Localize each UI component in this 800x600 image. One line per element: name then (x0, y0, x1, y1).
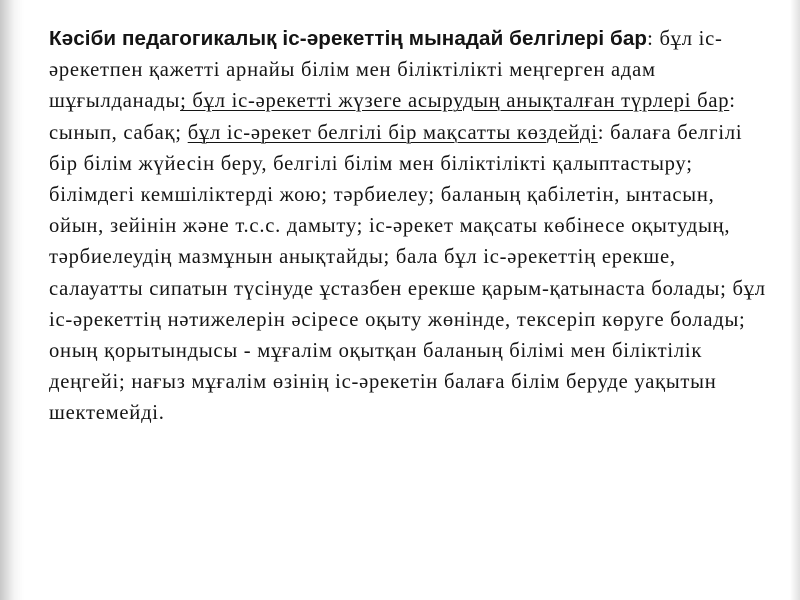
slide-body-text (49, 23, 769, 430)
text-segment-1: : бұл іс-әрекетпен қажетті арнайы білім мен біліктілікті меңгерген адам шұғылданады (49, 28, 723, 113)
left-edge-shadow (0, 0, 24, 600)
slide-title: Кәсіби педагогикалық іс-әрекеттің мынадай белгілері бар (49, 27, 648, 50)
right-edge-shadow (790, 0, 800, 600)
underlined-segment-1: ; бұл іс-әрекетті жүзеге асырудың анықталған түрлері бар (180, 90, 730, 113)
text-segment-3: : балаға белгілі бір білім жүйесін беру, белгілі білім мен біліктілікті қалыптастыру; білімдегі кемшіліктерді жою; тәрбиелеу; баланың қабілетін, ынтасын, ойын, зейінін және т.с.с. дамыту; іс-әрекет мақсаты көбінесе оқытудың, тәрбиелеудің мазмұнын анықтайды; бала бұл іс-әрекеттің ерекше, салауатты сипатын түсінуде ұстазбен ерекше қарым-қатынаста болады; бұл іс-әрекеттің нәтижелерін әсіресе оқыту жөнінде, тексеріп көруге болады; оның қорытындысы - мұғалім оқытқан баланың білімі мен біліктілік деңгейі; нағыз мұғалім өзінің іс-әрекетін балаға білім беруде уақытын шектемейді. (49, 121, 766, 425)
underlined-segment-2: бұл іс-әрекет белгілі бір мақсатты көздейді (187, 121, 598, 144)
text-segment-2: : сынып, сабақ; (49, 90, 736, 144)
